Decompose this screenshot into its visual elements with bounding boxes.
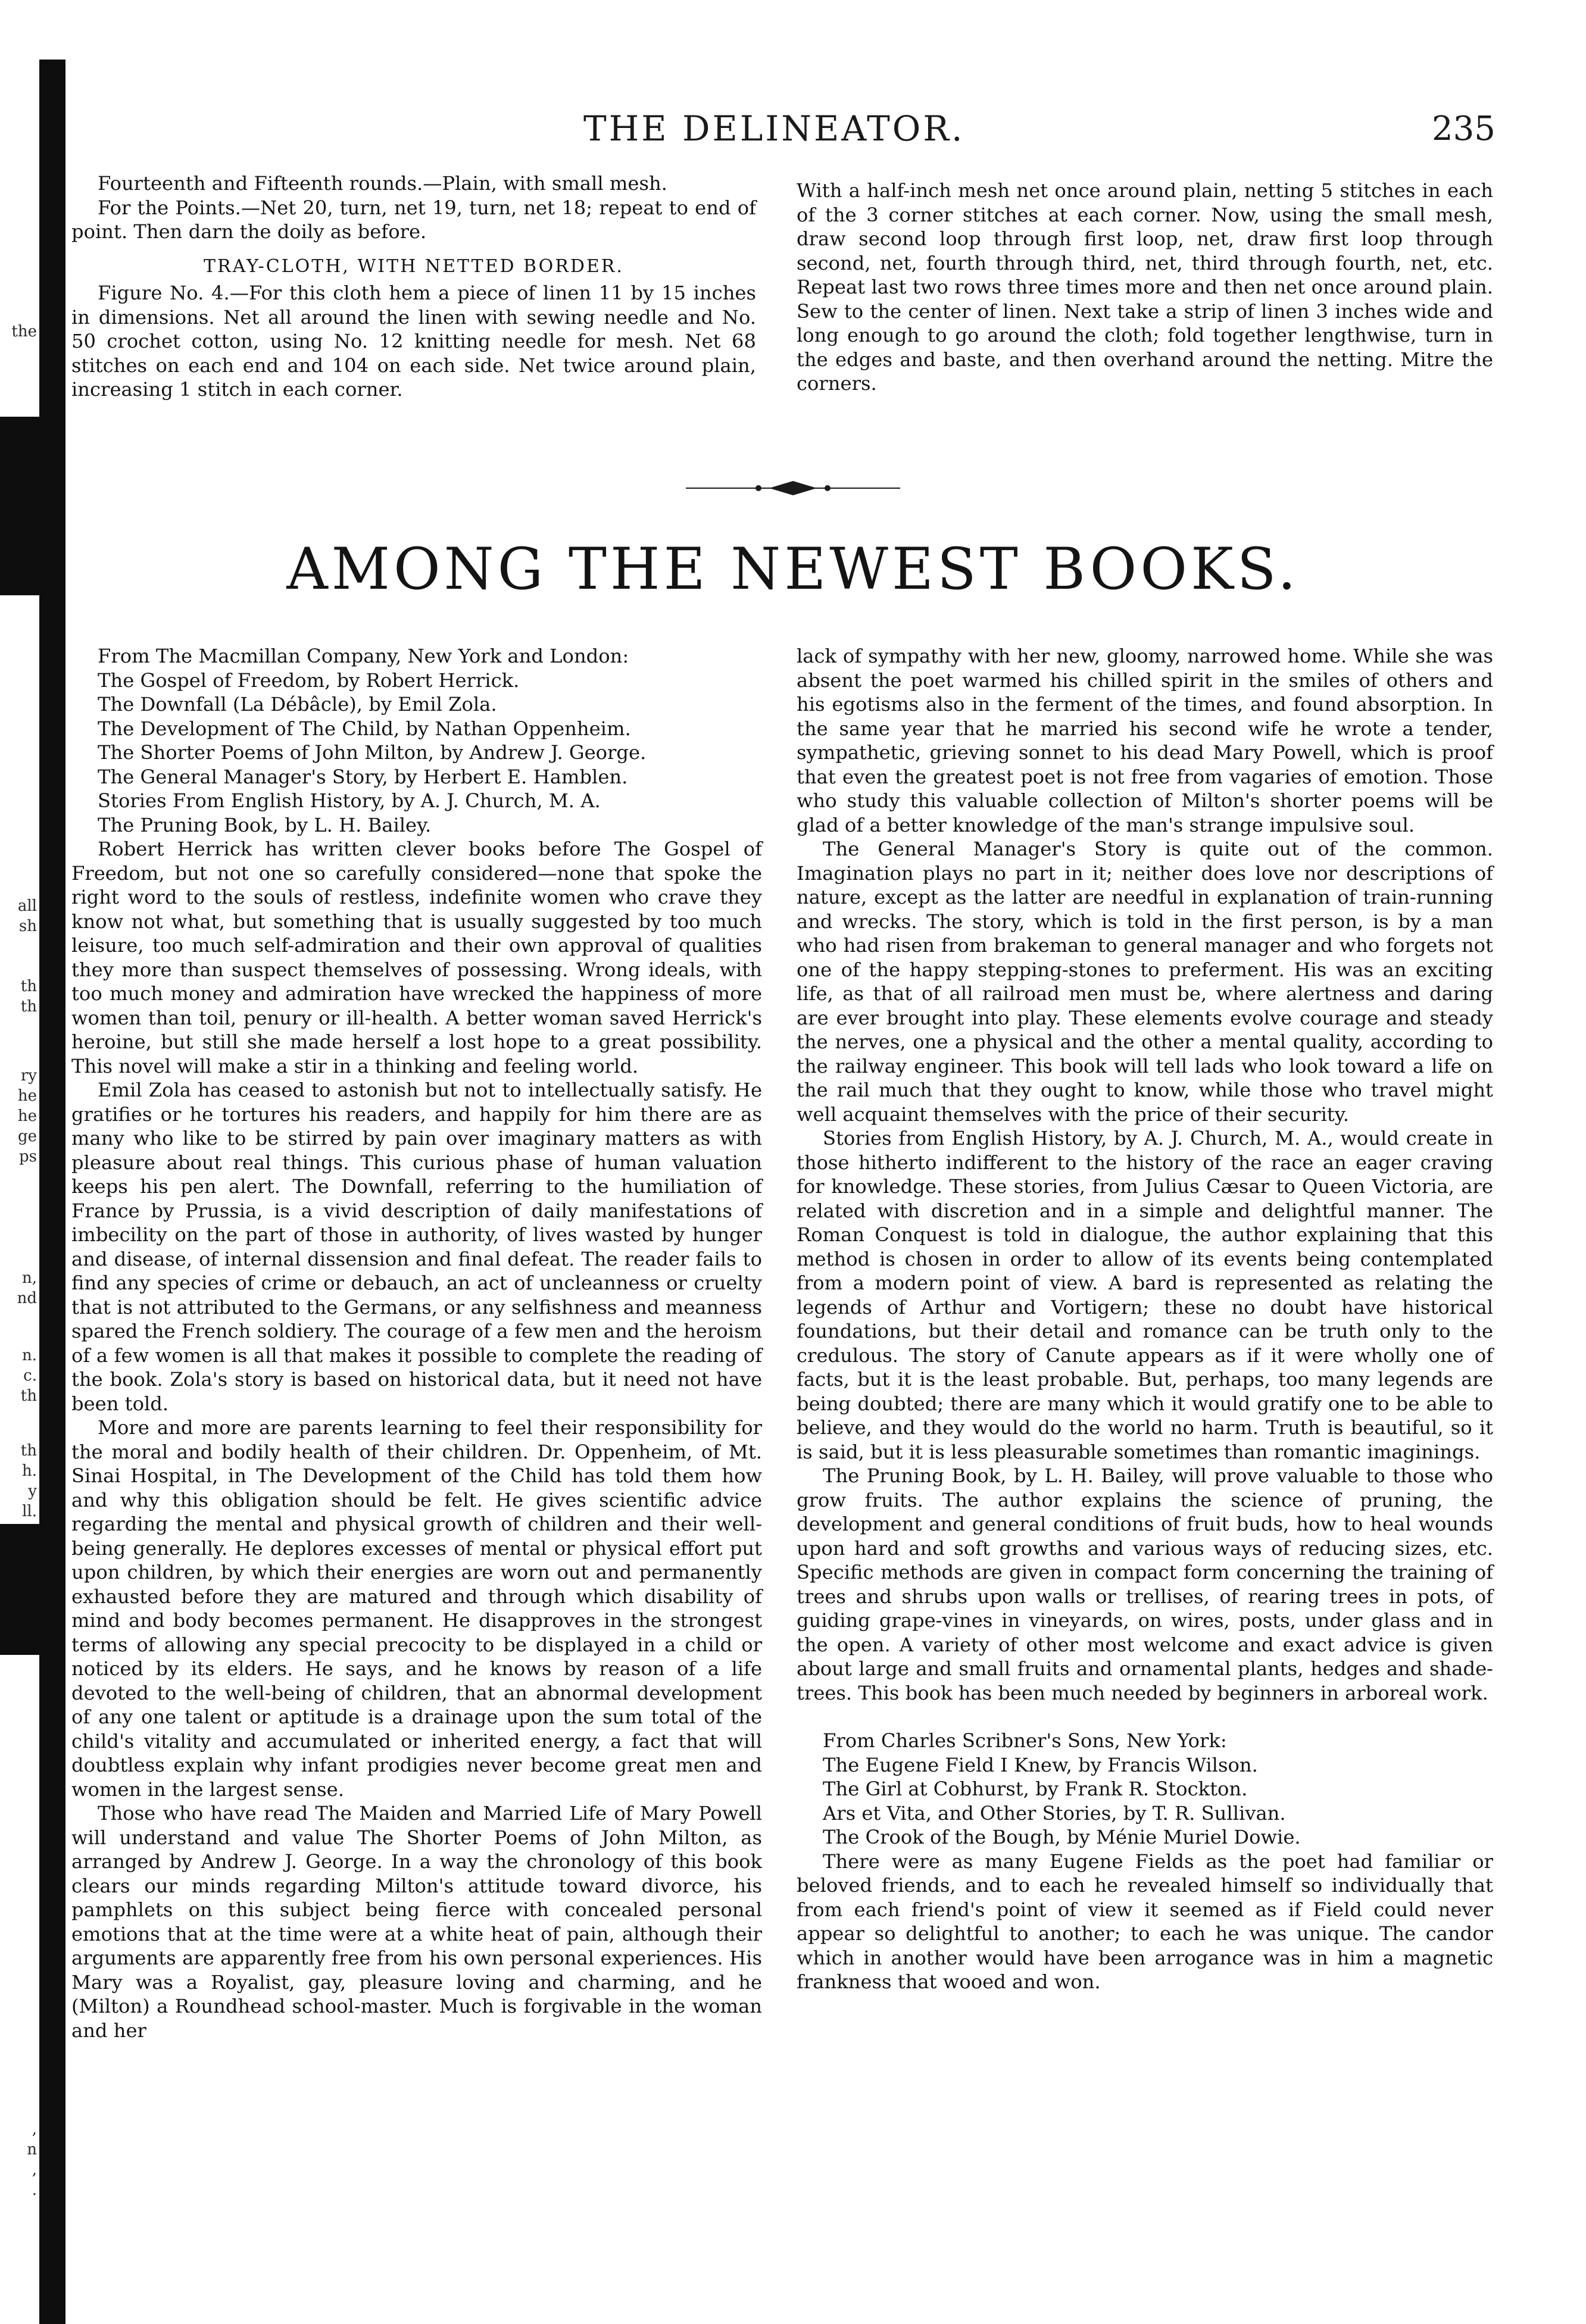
- book-entry: The General Manager's Story, by Herbert E. Hamblen.: [98, 765, 628, 788]
- review-paragraph: lack of sympathy with her new, gloomy, narrowed home. While she was absent the poet warmed his chilled spirit in the smiles of others and his egotisms also in the ferment of the times, and found absorption. In the same year that he married his second wife he wrote a tender, sympathetic, grieving sonnet to his dead Mary Powell, which is proof that even the greatest poet is not free from vagaries of emotion. Those who study this valuable collection of Milton's shorter poems will be glad of a better knowledge of the man's strange impulsive soul.: [797, 645, 1493, 836]
- paragraph: For the Points.—Net 20, turn, net 19, turn, net 18; repeat to end of point. Then darn the doily as before.: [71, 196, 756, 243]
- binding-edge: [39, 60, 65, 2324]
- section-heading: TRAY-CLOTH, WITH NETTED BORDER.: [204, 255, 624, 277]
- ornament-divider: [686, 476, 900, 500]
- review-paragraph: The Pruning Book, by L. H. Bailey, will prove valuable to those who grow fruits. The author explains the science of pruning, the development and general conditions of fruit buds, how to heal wounds upon hard and soft growths and various ways of reducing sizes, etc. Specific methods are given in compact form concerning the training of trees and shrubs upon walls or trellises, of rearing trees in pots, of guiding grape-vines in vineyards, on wires, posts, under glass and in the open. A variety of other most welcome and exact advice is given about large and small fruits and ornamental plants, hedges and shade-trees. This book has been much needed by beginners in arboreal work.: [797, 1464, 1493, 1704]
- paragraph: With a half-inch mesh net once around plain, netting 5 stitches in each of the 3 corner stitches at each corner. Now, using the small mesh, draw second loop through first loop, net, draw first loop through second, net, fourth through third, net, third through fourth, net, etc. Repeat last two rows three times more and then net once around plain. Sew to the center of linen. Next take a strip of linen 3 inches wide and long enough to go around the cloth; fold together lengthwise, turn in the edges and baste, and then overhand around the netting. Mitre the corners.: [797, 179, 1493, 395]
- books-right-column: [797, 644, 1493, 1994]
- book-entry: Ars et Vita, and Other Stories, by T. R. Sullivan.: [823, 1801, 1286, 1825]
- margin-bleed-text: th th: [20, 977, 37, 1016]
- margin-bleed-text: ry he he ge ps: [17, 1067, 37, 1166]
- top-left-column: [71, 171, 756, 402]
- margin-bleed-text: the: [11, 323, 37, 341]
- review-paragraph: Those who have read The Maiden and Married Life of Mary Powell will understand and value The Shorter Poems of John Milton, as arranged by Andrew J. George. In a way the chronology of this book clears our minds regarding Milton's attitude toward divorce, his pamphlets on this subject being fierce with concealed personal emotions that at the time were at a white heat of pain, although their arguments are apparently free from his own personal experiences. His Mary was a Royalist, gay, pleasure loving and charming, and he (Milton) a Roundhead school-master. Much is forgivable in the woman and her: [71, 1802, 762, 2042]
- page-number: 235: [1432, 110, 1496, 148]
- book-entry: The Crook of the Bough, by Ménie Muriel Dowie.: [823, 1826, 1301, 1848]
- book-entry: The Development of The Child, by Nathan Oppenheim.: [98, 717, 631, 740]
- top-right-column: [797, 179, 1493, 396]
- margin-bleed-text: , n , .: [27, 2120, 37, 2199]
- margin-bleed-text: n. c. th: [20, 1347, 37, 1405]
- book-entry: The Pruning Book, by L. H. Bailey.: [98, 813, 432, 836]
- publisher-intro: From Charles Scribner's Sons, New York:: [823, 1729, 1227, 1752]
- book-entry: The Girl at Cobhurst, by Frank R. Stockton.: [823, 1778, 1248, 1800]
- review-paragraph: Stories from English History, by A. J. Church, M. A., would create in those hitherto indifferent to the history of the race an eager craving for knowledge. These stories, from Julius Cæsar to Queen Victoria, are related with discretion and in a simple and delightful manner. The Roman Conquest is told in dialogue, the author explaining that this method is chosen in order to allow of its events being contemplated from a modern point of view. A bard is represented as relating the legends of Arthur and Vortigern; these no doubt have historical foundations, but their detail and romance can be truth only to the credulous. The story of Canute appears as if it were wholly one of facts, but it is the least probable. But, perhaps, too many legends are being doubted; there are many which it would gratify one to be able to believe, and they would do the world no harm. Truth is beautiful, so it is said, but it is less pleasurable sometimes than romantic imaginings.: [797, 1127, 1493, 1463]
- book-entry: The Eugene Field I Knew, by Francis Wilson.: [823, 1753, 1258, 1776]
- review-paragraph: Robert Herrick has written clever books before The Gospel of Freedom, but not one so carefully considered—none that spoke the right word to the souls of restless, indefinite women who crave they know not what, but something that is usually suggested by too much leisure, too much self-admiration and their own approval of qualities they more than suspect themselves of possessing. Wrong ideals, with too much money and admiration have wrecked the happiness of more women than toil, penury or ill-health. A better woman saved Herrick's heroine, but still she made herself a lost hope to a great possibility. This novel will make a stir in a thinking and feeling world.: [71, 838, 762, 1077]
- book-entry: The Gospel of Freedom, by Robert Herrick.: [98, 669, 520, 692]
- publisher-intro: From The Macmillan Company, New York and London:: [98, 645, 629, 667]
- review-paragraph: There were as many Eugene Fields as the poet had familiar or beloved friends, and to each he revealed himself so individually that from each friend's point of view it seemed as if Field could never appear so delightful to another; to each he was unique. The candor which in another would have been arrogance was in him a magnetic frankness that wooed and won.: [797, 1850, 1493, 1993]
- paragraph: Figure No. 4.—For this cloth hem a piece of linen 11 by 15 inches in dimensions. Net all around the linen with sewing needle and No. 50 crochet cotton, using No. 12 knitting needle for mesh. Net 68 stitches on each end and 104 on each side. Net twice around plain, increasing 1 stitch in each corner.: [71, 282, 756, 401]
- spacer: [797, 1705, 1493, 1729]
- paragraph: Fourteenth and Fifteenth rounds.—Plain, with small mesh.: [98, 172, 667, 195]
- margin-bleed-text: all sh: [17, 897, 37, 935]
- review-paragraph: Emil Zola has ceased to astonish but not to intellectually satisfy. He gratifies or he tortures his readers, and happily for him there are as many who like to be stirred by pain over imaginary matters as with pleasure about real things. This curious phase of human valuation keeps his pen alert. The Downfall, referring to the humiliation of France by Prussia, is a vivid description of daily manifestations of imbecility on the part of those in authority, of lives wasted by hunger and disease, of internal dissension and final defeat. The reader fails to find any species of crime or debauch, an act of uncleanness or cruelty that is not attributed to the Germans, or any selfishness and meanness spared the French soldiery. The courage of a few men and the heroism of a few women is all that makes it possible to complete the reading of the book. Zola's story is based on historical data, but it need not have been told.: [71, 1079, 762, 1415]
- binding-shadow: [0, 1524, 39, 1655]
- review-paragraph: More and more are parents learning to feel their responsibility for the moral and bodily health of their children. Dr. Oppenheim, of Mt. Sinai Hospital, in The Development of the Child has told them how and why this obligation should be felt. He gives scientific advice regarding the mental and physical growth of children and their well-being generally. He deplores excesses of mental or physical effort put upon children, by which their energies are worn out and permanently exhausted before they are matured and through which disability of mind and body becomes permanent. He disapproves in the strongest terms of allowing any special precocity to be displayed in a child or noticed by its elders. He says, and he knows by reason of a life devoted to the well-being of children, that an abnormal development of any one talent or aptitude is a drainage upon the sum total of the child's vitality and accumulated or inherited energy, a fact that will doubtless explain why infant prodigies never become great men and women in the largest sense.: [71, 1416, 762, 1801]
- section-title: AMONG THE NEWEST BOOKS.: [286, 536, 1300, 602]
- review-paragraph: The General Manager's Story is quite out of the common. Imagination plays no part in it; neither does love nor descriptions of nature, except as the latter are needful in explanation of train-running and wrecks. The story, which is told in the first person, is by a man who had risen from brakeman to general manager and who forgets not one of the happy stepping-stones to preferment. His was an exciting life, as that of all railroad men must be, where alertness and daring are ever brought into play. These elements evolve courage and steady the nerves, one a physical and the other a mental quality, according to the railway engineer. This book will tell lads who look toward a life on the rail much that they ought to know, while those who travel might well acquaint themselves with the price of their security.: [797, 838, 1493, 1126]
- book-entry: Stories From English History, by A. J. Church, M. A.: [98, 789, 601, 812]
- book-entry: The Shorter Poems of John Milton, by Andrew J. George.: [98, 741, 647, 764]
- running-head: THE DELINEATOR.: [583, 108, 965, 149]
- margin-bleed-text: n, nd: [17, 1269, 37, 1307]
- books-left-column: [71, 644, 762, 2042]
- margin-bleed-text: th h. y ll.: [20, 1442, 37, 1520]
- book-entry: The Downfall (La Débâcle), by Emil Zola.: [98, 693, 497, 716]
